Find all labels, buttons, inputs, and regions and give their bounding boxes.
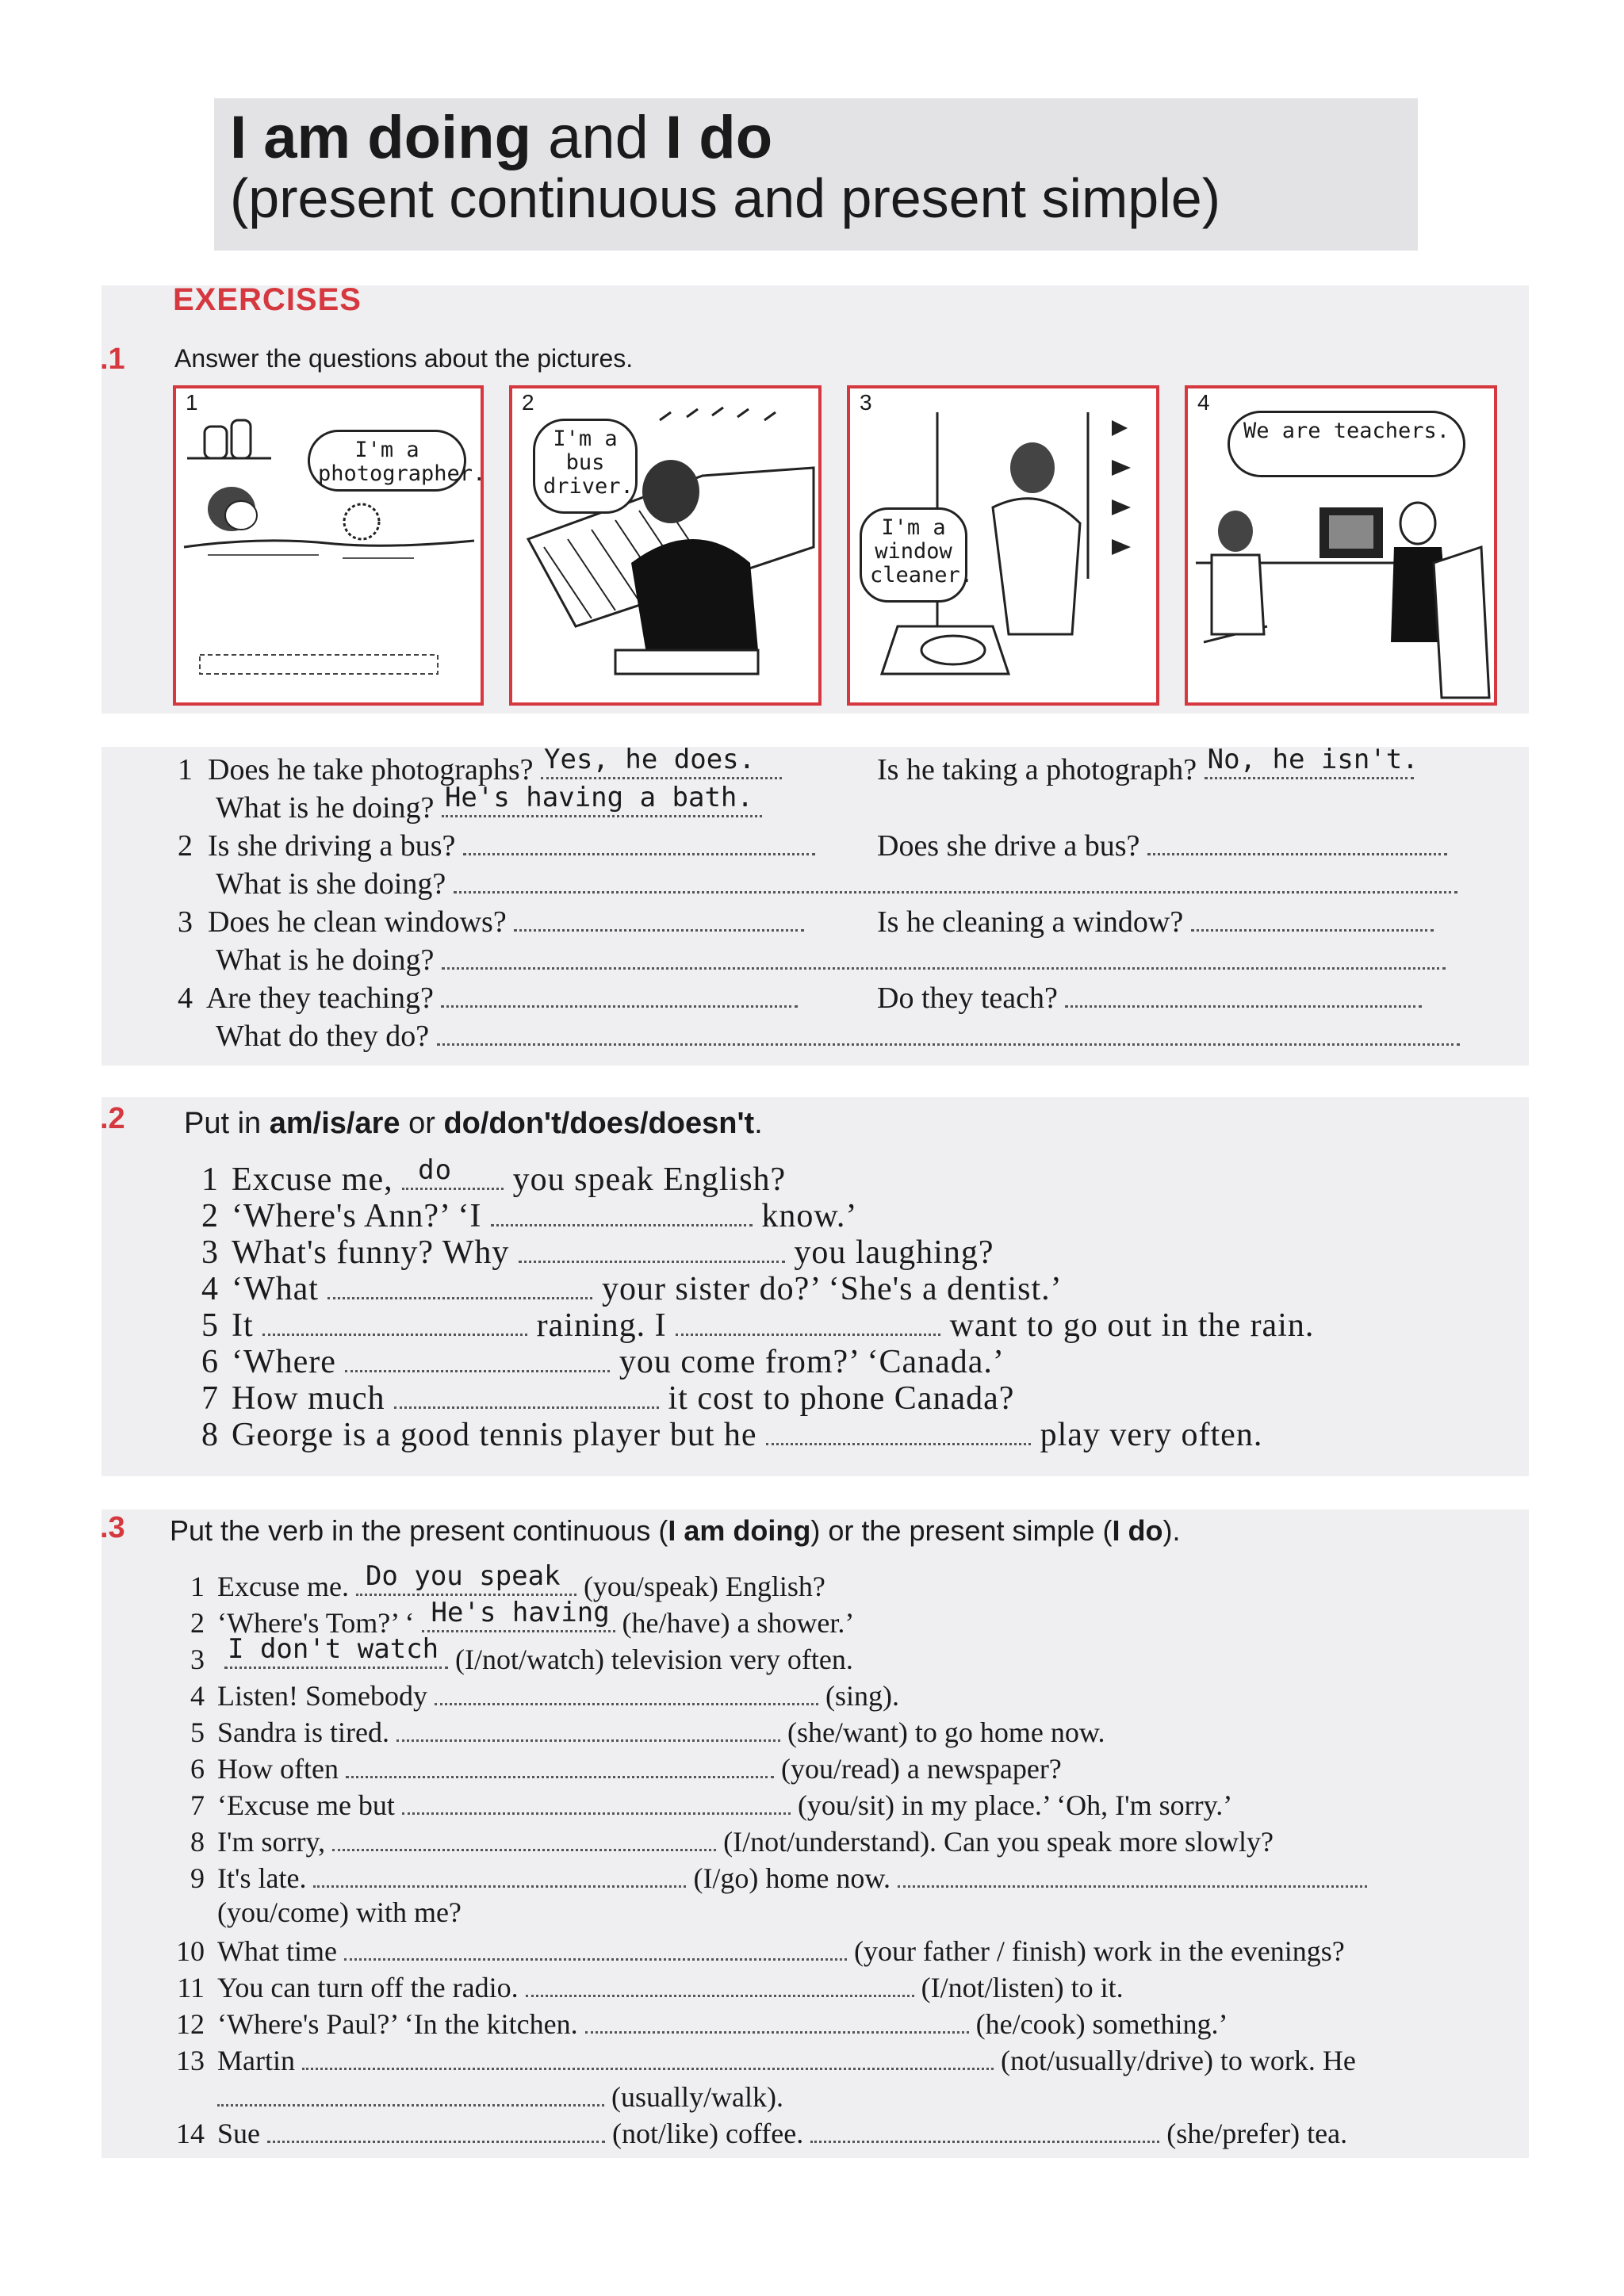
answer-blank[interactable] [1147,825,1447,855]
exercise-item: 6 ‘Where you come from?’ ‘Canada.’ [184,1341,1005,1381]
picture-2 [509,385,822,706]
picture-number: 4 [1197,390,1210,415]
question-row [216,863,1457,903]
question-text: Are they teaching? [205,982,434,1015]
question-row [877,744,1419,789]
exercise-item: 6 How often (you/read) a newspaper? [170,1747,1062,1788]
answer-blank[interactable] [898,1857,1367,1888]
question-row [877,901,1434,941]
item-number: 1 [178,753,193,786]
answer-blank[interactable] [454,863,1457,894]
exercise-item-continuation: (usually/walk). [217,2076,783,2116]
question-row [216,782,762,827]
exercise-item: 7 ‘Excuse me but (you/sit) in my place.’ ‘Oh, I'm sorry.’ [170,1784,1232,1824]
exercise-item: 4 ‘What your sister do?’ ‘She's a dentist.’ [184,1269,1063,1308]
answer-blank[interactable] [217,2076,604,2107]
answer-blank[interactable] [327,1269,592,1299]
exercise-item: 8 I'm sorry, (I/not/understand). Can you speak more slowly? [170,1820,1274,1861]
handwritten-answer: do [418,1154,453,1186]
question-text: What is he doing? [216,791,435,825]
question-text: Is she driving a bus? [208,829,456,863]
exercise-item: 3 I don't watch (I/not/watch) television very often. [170,1638,853,1678]
exercise-2-number: .2 [100,1102,125,1135]
question-row [877,825,1447,865]
answer-blank[interactable] [437,1015,1460,1046]
exercise-item: 7 How much it cost to phone Canada? [184,1378,1014,1418]
exercise-item: 4 Listen! Somebody (sing). [170,1674,899,1715]
item-number: 2 [178,829,193,863]
answer-blank[interactable] [519,1232,785,1263]
picture-1 [173,385,484,706]
exercises-heading: EXERCISES [173,282,362,317]
answer-blank[interactable] [302,2039,994,2070]
answer-blank[interactable] [356,1560,576,1596]
question-text: Is he cleaning a window? [877,905,1184,939]
question-row [216,1015,1460,1055]
question-row [178,901,804,941]
question-row [178,825,815,865]
answer-blank[interactable] [224,1633,448,1669]
answer-blank[interactable] [1205,744,1419,779]
exercise-3-number: .3 [100,1511,125,1544]
answer-blank[interactable] [262,1305,527,1336]
speech-bubble: I'm a photographer. [308,430,466,492]
exercise-item: 1 Excuse me, do you speak English? [184,1159,786,1199]
exercise-item: 1 Excuse me. Do you speak (you/speak) English? [170,1565,825,1605]
question-text: Does she drive a bus? [877,829,1140,863]
handwritten-answer: He's having a bath. [444,782,753,813]
exercise-item: 12 ‘Where's Paul?’ ‘In the kitchen. (he/cook) something.’ [170,2003,1228,2043]
item-number: 3 [178,905,193,939]
handwritten-answer: No, he isn't. [1207,744,1419,775]
speech-bubble: I'm a window cleaner. [860,507,967,603]
exercise-1-instruction: Answer the questions about the pictures. [174,344,634,373]
question-row [178,977,798,1017]
answer-blank[interactable] [526,1966,914,1997]
answer-blank[interactable] [541,744,782,779]
picture-number: 1 [186,390,198,415]
question-text: What do they do? [216,1020,430,1053]
question-text: Does he clean windows? [208,905,507,939]
answer-blank[interactable] [442,782,762,817]
exercise-item: 11 You can turn off the radio. (I/not/listen) to it. [170,1966,1124,2007]
answer-blank[interactable] [422,1597,615,1632]
answer-blank[interactable] [766,1414,1031,1445]
answer-blank[interactable] [344,1930,847,1961]
answer-blank[interactable] [402,1154,504,1190]
answer-blank[interactable] [585,2003,969,2034]
exercise-item: 3 What's funny? Why you laughing? [184,1232,994,1272]
answer-blank[interactable] [396,1711,780,1742]
handwritten-answer: I don't watch [228,1633,439,1665]
handwritten-answer: Do you speak [365,1560,561,1592]
exercise-item: 14 Sue (not/like) coffee. (she/prefer) tea. [170,2112,1347,2152]
question-text: Does he take photographs? [208,753,534,786]
exercise-item: 10 What time (your father / finish) work in the evenings? [170,1930,1345,1970]
answer-blank[interactable] [463,825,815,855]
question-row [216,939,1446,979]
answer-blank[interactable] [435,1674,818,1705]
answer-blank[interactable] [514,901,804,932]
exercise-item: 13 Martin (not/usually/drive) to work. He [170,2039,1356,2080]
answer-blank[interactable] [402,1784,791,1815]
question-text: What is she doing? [216,867,446,901]
answer-blank[interactable] [442,939,1446,970]
exercise-item: 5 It raining. I want to go out in the rain. [184,1305,1314,1345]
exercise-item: 8 George is a good tennis player but he play very often. [184,1414,1262,1454]
exercise-item: 9 It's late. (I/go) home now. [170,1857,1367,1897]
answer-blank[interactable] [491,1196,753,1226]
speech-bubble: We are teachers. [1228,411,1465,477]
handwritten-answer: Yes, he does. [544,744,756,775]
question-text: Do they teach? [877,982,1058,1015]
answer-blank[interactable] [345,1341,610,1372]
answer-blank[interactable] [1191,901,1434,932]
answer-blank[interactable] [676,1305,940,1336]
picture-number: 3 [860,390,872,415]
page-subtitle: (present continuous and present simple) [230,167,1221,229]
exercise-item: 2 ‘Where's Tom?’ ‘ He's having (he/have) a shower.’ [170,1601,854,1642]
question-text: What is he doing? [216,943,435,977]
exercise-2-instruction: Put in am/is/are or do/don't/does/doesn't. [184,1107,763,1140]
exercise-1-number: .1 [100,342,125,376]
picture-4 [1185,385,1497,706]
handwritten-answer: He's having [431,1597,610,1628]
exercise-item-continuation: (you/come) with me? [217,1896,462,1928]
answer-blank[interactable] [394,1378,659,1409]
item-number: 4 [178,982,193,1015]
answer-blank[interactable] [1065,977,1422,1008]
answer-blank[interactable] [313,1857,686,1888]
exercise-3-instruction: Put the verb in the present continuous (I am doing) or the present simple (I do). [170,1514,1181,1547]
exercise-item: 2 ‘Where's Ann?’ ‘I know.’ [184,1196,857,1235]
question-text: Is he taking a photograph? [877,753,1197,786]
answer-blank[interactable] [267,2112,605,2143]
answer-blank[interactable] [346,1747,774,1778]
picture-number: 2 [522,390,534,415]
answer-blank[interactable] [441,977,798,1008]
answer-blank[interactable] [332,1820,716,1851]
exercise-item: 5 Sandra is tired. (she/want) to go home now. [170,1711,1105,1751]
speech-bubble: I'm a bus driver. [533,419,638,514]
answer-blank[interactable] [810,2112,1159,2143]
page-title: I am doing and I do [230,104,773,171]
picture-3 [847,385,1159,706]
question-row [877,977,1422,1017]
